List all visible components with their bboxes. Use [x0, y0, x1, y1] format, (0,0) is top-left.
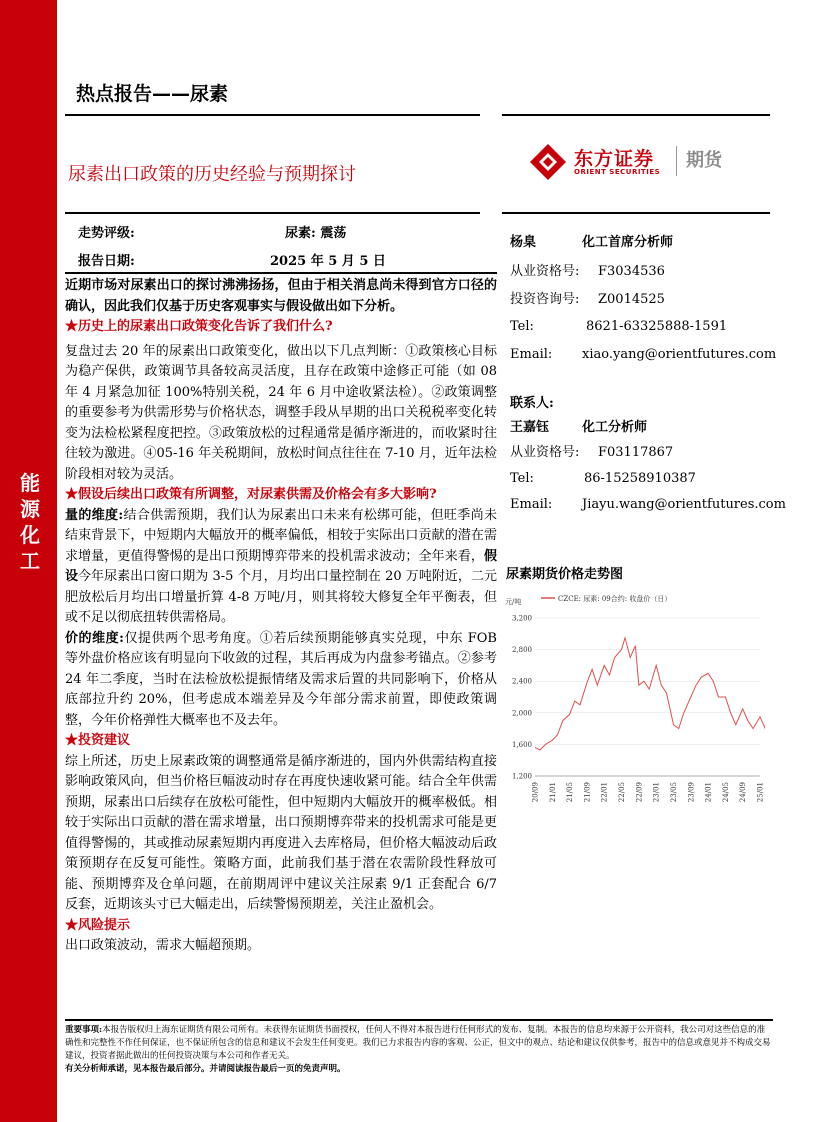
report-body	[65, 276, 497, 957]
chart-x-tick-label: 24/05	[721, 782, 730, 803]
page-title: 尿素出口政策的历史经验与预期探讨	[68, 164, 356, 185]
analyst1-adv-label: 投资咨询号:	[510, 292, 580, 307]
contact-label: 联系人:	[510, 396, 554, 411]
analyst1-cert: F3034536	[598, 264, 665, 279]
chart-x-tick-label: 25/01	[756, 782, 765, 803]
section-advice-body: 综上所述，历史上尿素政策的调整通常是循序渐进的，国内外供需结构直接影响政策风向，但当价格巨幅波动时存在再度快速收紧可能。结合全年供需预期，尿素出口后续存在放松可能性，但中短期内大幅放开的概率极低。相较于实际出口贡献的潜在需求增量，出口预期博弈带来的投机需求可能是更值得警惕的，其或推动尿素短期内再度进入去库格局，但价格大幅波动后政策预期存在反复可能性。策略方面，此前我们基于潜在农需阶段性释放可能、预期博弈及仓单问题，在前期周评中建议关注尿素 9/1 正套配合 6/7 反套，近期该头寸已大幅走出，后续警惕预期差，关注止盈机会。	[65, 753, 497, 912]
chart-y-ticks	[512, 615, 532, 781]
analyst1-title: 化工首席分析师	[582, 235, 674, 250]
chart-x-tick-label: 22/05	[618, 782, 627, 803]
chart-y-tick-label: 2,400	[511, 677, 532, 686]
meta-bottom-divider	[65, 272, 497, 274]
chart-x-tick-label: 23/01	[652, 782, 661, 803]
quantity-text-a: 结合供需预期，我们认为尿素出口未来有松绑可能，但旺季尚未结束背景下，中短期内大幅放开的概率偏低，相较于实际出口贡献的潜在需求增量，更值得警惕的是出口预期博弈带来的投机需求波动；全年来看，	[65, 507, 497, 564]
analyst2-tel: 86-15258910387	[584, 471, 696, 486]
analyst1-email-label: Email:	[510, 347, 553, 362]
meta-top-divider	[65, 212, 480, 214]
analyst1-tel: 8621-63325888-1591	[586, 319, 728, 334]
chart-x-tick-label: 22/09	[635, 782, 644, 803]
quantity-label: 量的维度:	[65, 507, 124, 523]
logo-chinese-name: 东方证券	[574, 148, 655, 170]
date-value: 2025 年 5 月 5 日	[270, 254, 386, 269]
chart-y-tick-label: 3,200	[511, 614, 532, 623]
footer-text: 本报告版权归上海东证期货有限公司所有。未获得东证期货书面授权，任何人不得对本报告进行任何形式的发布、复制。本报告的信息均来源于公开资料，我公司对这些信息的准确性和完整性不作任何保证，也不保证所包含的信息和建议不会发生任何变更。我们已力求报告内容的客观、公正，但文中的观点、结论和建议仅供参考，报告中的信息或意见并不构成交易建议，投资者据此做出的任何投资决策与本公司和作者无关。	[65, 1025, 771, 1061]
analyst1-tel-label: Tel:	[510, 319, 534, 334]
analyst1-email[interactable]: xiao.yang@orientfutures.com	[582, 347, 777, 362]
quantity-paragraph	[65, 506, 497, 629]
price-label: 价的维度:	[65, 630, 124, 646]
chart-x-tick-label: 23/05	[669, 782, 678, 803]
analyst2-email[interactable]: Jiayu.wang@orientfutures.com	[582, 497, 786, 512]
chart-x-tick-label: 21/05	[566, 782, 575, 803]
chart-x-tick-label: 22/01	[600, 782, 609, 803]
analyst2-tel-label: Tel:	[510, 471, 534, 486]
footer-divider	[65, 1019, 773, 1021]
chart-y-tick-label: 1,600	[511, 740, 532, 749]
section-assumption-heading: ★假设后续出口政策有所调整，对尿素供需及价格会有多大影响?	[65, 487, 437, 502]
analyst-panel	[510, 0, 786, 560]
header-divider-left	[65, 114, 480, 116]
section-risk-body: 出口政策波动，需求大幅超预期。	[65, 938, 261, 953]
report-category-title: 热点报告——尿素	[76, 83, 229, 105]
chart-x-tick-label: 20/09	[531, 782, 540, 803]
logo-english-name: ORIENT SECURITIES	[574, 168, 661, 176]
rating-label: 走势评级:	[78, 226, 135, 241]
price-text: 仅提供两个思考角度。①若后续预期能够真实兑现，中东 FOB 等外盘价格应该有明显向下收敛的过程，其后再成为内盘参考锚点。②参考 24 年二季度，当时在法检放松提振情绪及需求后置的共同影响下，价格从底部拉升约 20%，但考虑成本端差异及今年部分需求前置，即使政策调整，今年价格弹性大概率也不及去年。	[65, 630, 497, 728]
rating-value: 尿素: 震荡	[285, 226, 347, 241]
footer-disclaimer	[65, 1024, 773, 1076]
sidebar-category-label: 能源化工	[20, 471, 40, 573]
analyst1-name: 杨臬	[510, 235, 537, 250]
chart-title: 尿素期货价格走势图	[506, 567, 624, 582]
chart-y-label: 元/吨	[505, 598, 522, 606]
analyst2-cert: F03117867	[598, 445, 674, 460]
chart-x-ticks	[532, 782, 765, 802]
chart-x-tick-label: 21/01	[548, 782, 557, 803]
chart-y-tick-label: 1,200	[511, 772, 532, 781]
chart-series-line	[535, 638, 765, 750]
chart-y-tick-label: 2,000	[511, 709, 532, 718]
chart-legend-text: CZCE: 尿素: 09合约: 收盘价（日）	[558, 595, 672, 603]
summary-paragraph: 近期市场对尿素出口的探讨沸沸扬扬，但由于相关消息尚未得到官方口径的确认，因此我们仅基于历史客观事实与假设做出如下分析。	[65, 278, 497, 314]
analyst2-cert-label: 从业资格号:	[510, 445, 580, 460]
urea-price-chart	[505, 588, 765, 810]
chart-x-tick-label: 24/09	[739, 782, 748, 803]
analyst2-name: 王嘉钰	[510, 420, 550, 435]
quantity-text-b: 今年尿素出口窗口期为 3-5 个月，月均出口量控制在 20 万吨附近，二元肥放松后月均出口增量折算 4-8 万吨/月，则其将较大修复全年平衡表，但或不足以彻底扭转供需格局。	[65, 569, 497, 625]
price-paragraph	[65, 629, 497, 732]
chart-x-tick-label: 21/09	[583, 782, 592, 803]
section-risk-heading: ★风险提示	[65, 917, 131, 933]
chart-x-tick-label: 24/01	[704, 782, 713, 803]
analyst1-cert-label: 从业资格号:	[510, 264, 580, 279]
section-history-body: 复盘过去 20 年的尿素出口政策变化，做出以下几点判断：①政策核心目标为稳产保供，政策调节具备较高灵活度，且存在政策中途修正可能（如 08 年 4 月紧急加征 100%特别关税，24 年 6 月中途收紧法检）。②政策调整的重要参考为供需形势与价格状态，调整手段从早期的出口关税税率变化转变为法检松紧程度把控。③政策放松的过程通常是循序渐进的，而收紧时往往较为激进。④05-16 年关税期间，放松时间点往往在 7-10 月，近年法检阶段相对较为灵活。	[65, 343, 497, 482]
quantity-assumption: 假设	[65, 548, 497, 584]
footer-label: 重要事项:	[65, 1025, 103, 1035]
chart-gridlines	[535, 618, 760, 776]
footer-commitment: 有关分析师承诺，见本报告最后部分。并请阅读报告最后一页的免责声明。	[65, 1064, 346, 1074]
section-history-heading: ★历史上的尿素出口政策变化告诉了我们什么?	[65, 319, 333, 334]
analyst1-adv: Z0014525	[598, 292, 665, 307]
section-advice-heading: ★投资建议	[65, 733, 131, 748]
date-label: 报告日期:	[78, 254, 135, 269]
analyst2-email-label: Email:	[510, 497, 553, 512]
analyst2-title: 化工分析师	[582, 420, 648, 435]
logo-suffix: 期货	[686, 150, 722, 171]
chart-y-tick-label: 2,800	[511, 646, 532, 655]
chart-x-tick-label: 23/09	[687, 782, 696, 803]
